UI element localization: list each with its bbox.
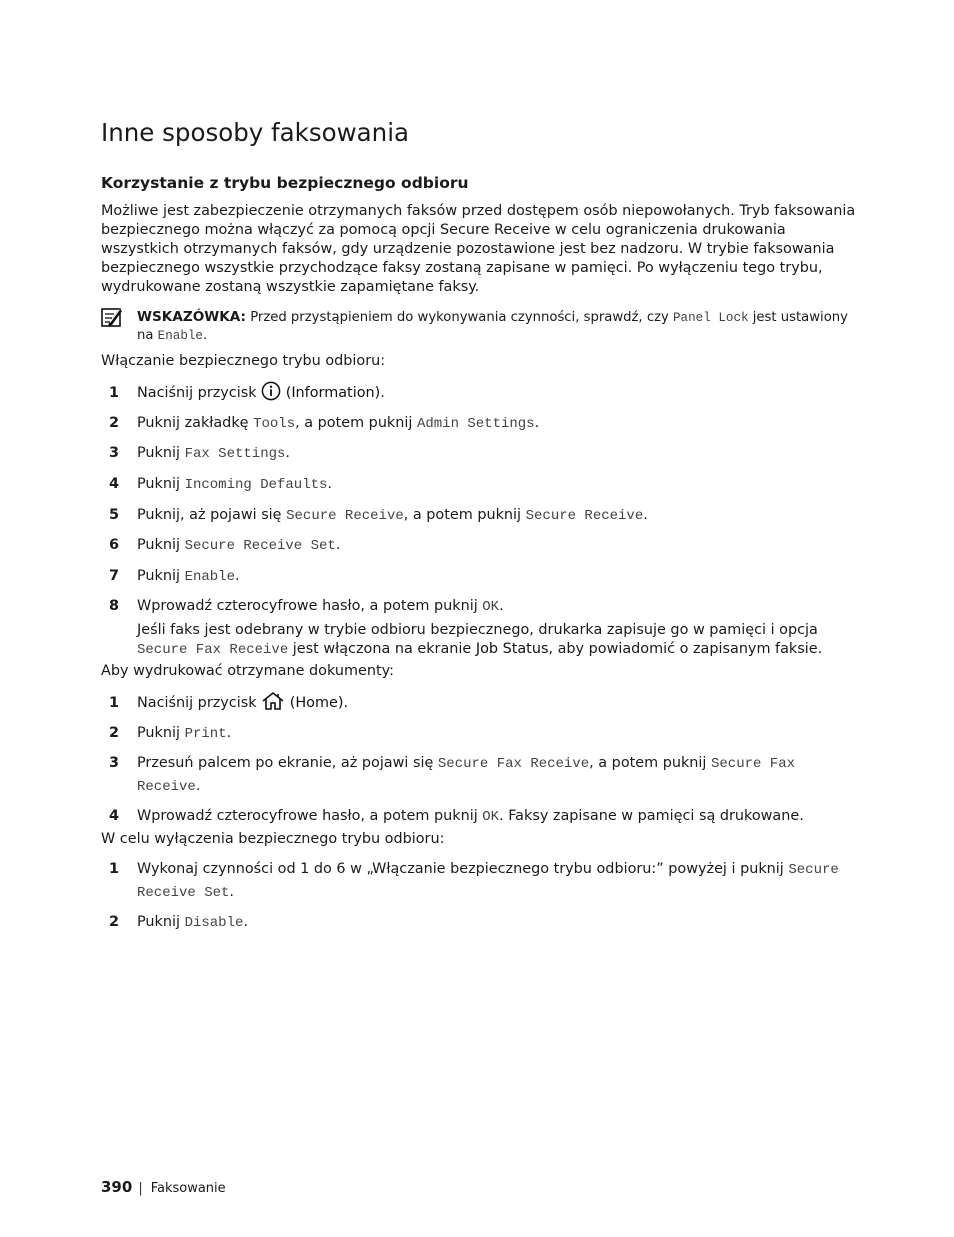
page-footer bbox=[101, 1178, 226, 1196]
enable-step bbox=[101, 381, 385, 404]
note-text: . bbox=[203, 328, 208, 343]
enable-result-line: Jeśli faks jest odebrany w trybie odbioru bezpiecznego, drukarka zapisuje go w pamięci i opcja bbox=[137, 622, 818, 638]
step-text: Przesuń palcem po ekranie, aż pojawi się bbox=[137, 755, 438, 771]
step-text: , a potem puknij bbox=[403, 507, 526, 523]
intro-line: bezpiecznego można włączyć za pomocą opcji Secure Receive w celu ograniczenia drukowania bbox=[101, 222, 786, 238]
print-step bbox=[101, 805, 804, 828]
note-block bbox=[137, 309, 848, 345]
step-code: Secure bbox=[788, 862, 839, 878]
step-text: . Faksy zapisane w pamięci są drukowane. bbox=[499, 808, 804, 824]
step-number: 5 bbox=[109, 507, 120, 523]
information-icon bbox=[261, 381, 281, 401]
disable-step bbox=[101, 911, 248, 934]
step-number: 6 bbox=[109, 537, 120, 553]
step-code: Tools bbox=[253, 416, 296, 432]
step-text: . bbox=[243, 914, 248, 930]
step-code: Enable bbox=[184, 569, 235, 585]
step-text: Naciśnij przycisk bbox=[137, 695, 262, 711]
step-text: Wykonaj czynności od 1 do 6 w „Włączanie bezpiecznego trybu odbioru:” powyżej i puknij bbox=[137, 861, 789, 877]
footer-section: Faksowanie bbox=[150, 1181, 226, 1196]
step-text: Puknij bbox=[137, 568, 185, 584]
step-text: Puknij bbox=[137, 725, 185, 741]
step-code: Secure Receive bbox=[525, 508, 644, 524]
intro-line: wydrukowane zostaną wszystkie zapamiętane faksy. bbox=[101, 279, 480, 295]
intro-line: Możliwe jest zabezpieczenie otrzymanych faksów przed dostępem osób niepowołanych. Tryb faksowania bbox=[101, 203, 856, 219]
enable-heading: Włączanie bezpiecznego trybu odbioru: bbox=[101, 353, 386, 369]
section-title: Korzystanie z trybu bezpiecznego odbioru bbox=[101, 174, 469, 192]
enable-step bbox=[101, 504, 648, 527]
step-text: . bbox=[643, 507, 648, 523]
print-step-continuation bbox=[137, 775, 200, 798]
step-code: Admin Settings bbox=[416, 416, 535, 432]
step-text: , a potem puknij bbox=[295, 415, 417, 431]
disable-step-continuation bbox=[137, 881, 234, 904]
step-text: Naciśnij przycisk bbox=[137, 385, 262, 401]
footer-separator: | bbox=[138, 1181, 143, 1196]
note-text: na bbox=[137, 328, 158, 343]
enable-step bbox=[101, 412, 539, 435]
step-code: Receive Set bbox=[137, 885, 230, 901]
note-text: Przed przystąpieniem do wykonywania czynności, sprawdź, czy bbox=[246, 310, 673, 325]
step-text: . bbox=[226, 725, 232, 741]
print-step bbox=[101, 691, 348, 714]
step-number: 4 bbox=[109, 476, 120, 492]
step-number: 4 bbox=[109, 808, 120, 824]
step-text: Puknij bbox=[137, 445, 185, 461]
result-code: Secure Fax Receive bbox=[137, 642, 289, 658]
step-number: 1 bbox=[109, 385, 120, 401]
result-text: , aby powiadomić o zapisanym faksie. bbox=[548, 641, 823, 657]
enable-step bbox=[101, 534, 340, 557]
print-step bbox=[101, 722, 231, 745]
step-number: 2 bbox=[109, 914, 120, 930]
enable-result-line bbox=[137, 638, 822, 661]
intro-paragraph bbox=[101, 202, 861, 297]
step-code: OK bbox=[482, 809, 500, 825]
step-text: Wprowadź czterocyfrowe hasło, a potem puknij bbox=[137, 598, 483, 614]
step-code: Secure Receive Set bbox=[184, 538, 336, 554]
step-text: , a potem puknij bbox=[589, 755, 711, 771]
step-text: . bbox=[235, 568, 240, 584]
step-code: Disable bbox=[184, 915, 244, 931]
step-text: Puknij zakładkę bbox=[137, 415, 254, 431]
step-number: 2 bbox=[109, 725, 120, 741]
step-number: 3 bbox=[109, 755, 120, 771]
page-number: 390 bbox=[101, 1178, 133, 1196]
result-text: jest włączona na ekranie bbox=[288, 641, 476, 657]
step-text: . bbox=[335, 537, 341, 553]
enable-step bbox=[101, 473, 332, 496]
note-code: Enable bbox=[157, 329, 203, 343]
step-code: OK bbox=[482, 599, 500, 615]
step-text: . bbox=[229, 884, 234, 900]
step-code: Incoming Defaults bbox=[184, 477, 328, 493]
page-title: Inne sposoby faksowania bbox=[101, 118, 410, 147]
step-text: Wprowadź czterocyfrowe hasło, a potem puknij bbox=[137, 808, 483, 824]
step-code: Receive bbox=[137, 779, 196, 795]
home-icon bbox=[261, 691, 285, 711]
step-code: Secure Fax bbox=[711, 756, 796, 772]
intro-line: wszystkich otrzymanych faksów, gdy urządzenie pozostawione jest bez nadzoru. W trybie faksowania bbox=[101, 241, 835, 257]
step-text: . bbox=[327, 476, 332, 492]
step-code: Fax Settings bbox=[184, 446, 286, 462]
step-code: Secure Fax Receive bbox=[437, 756, 590, 772]
step-text: . bbox=[285, 445, 290, 461]
enable-step bbox=[101, 442, 290, 465]
disable-step bbox=[101, 858, 839, 881]
step-number: 3 bbox=[109, 445, 120, 461]
home-label: (Home) bbox=[289, 695, 344, 711]
step-number: 1 bbox=[109, 695, 120, 711]
print-heading: Aby wydrukować otrzymane dokumenty: bbox=[101, 663, 394, 679]
print-step bbox=[101, 752, 795, 775]
step-number: 8 bbox=[109, 598, 120, 614]
note-text: jest ustawiony bbox=[748, 310, 848, 325]
step-text: . bbox=[499, 598, 504, 614]
step-number: 7 bbox=[109, 568, 120, 584]
intro-line: bezpiecznego wszystkie przychodzące faksy zostaną zapisane w pamięci. Po wyłączeniu tego trybu, bbox=[101, 260, 823, 276]
step-text: . bbox=[534, 415, 540, 431]
step-text: Puknij bbox=[137, 914, 185, 930]
step-text: Puknij bbox=[137, 476, 185, 492]
note-label: WSKAZÓWKA: bbox=[137, 309, 246, 325]
note-code: Panel Lock bbox=[672, 311, 749, 325]
step-code: Print bbox=[184, 726, 227, 742]
enable-step bbox=[101, 565, 240, 588]
disable-heading: W celu wyłączenia bezpiecznego trybu odbioru: bbox=[101, 831, 445, 847]
job-status-label: Job Status bbox=[475, 641, 549, 657]
step-number: 1 bbox=[109, 861, 120, 877]
step-text: Puknij, aż pojawi się bbox=[137, 507, 287, 523]
step-number: 2 bbox=[109, 415, 120, 431]
step-text: Puknij bbox=[137, 537, 185, 553]
note-pencil-icon bbox=[101, 306, 123, 328]
enable-step bbox=[101, 595, 504, 618]
step-code: Secure Receive bbox=[286, 508, 404, 524]
information-label: (Information) bbox=[285, 385, 381, 401]
step-text: . bbox=[343, 695, 349, 711]
step-text: . bbox=[380, 385, 385, 401]
step-text: . bbox=[195, 778, 201, 794]
